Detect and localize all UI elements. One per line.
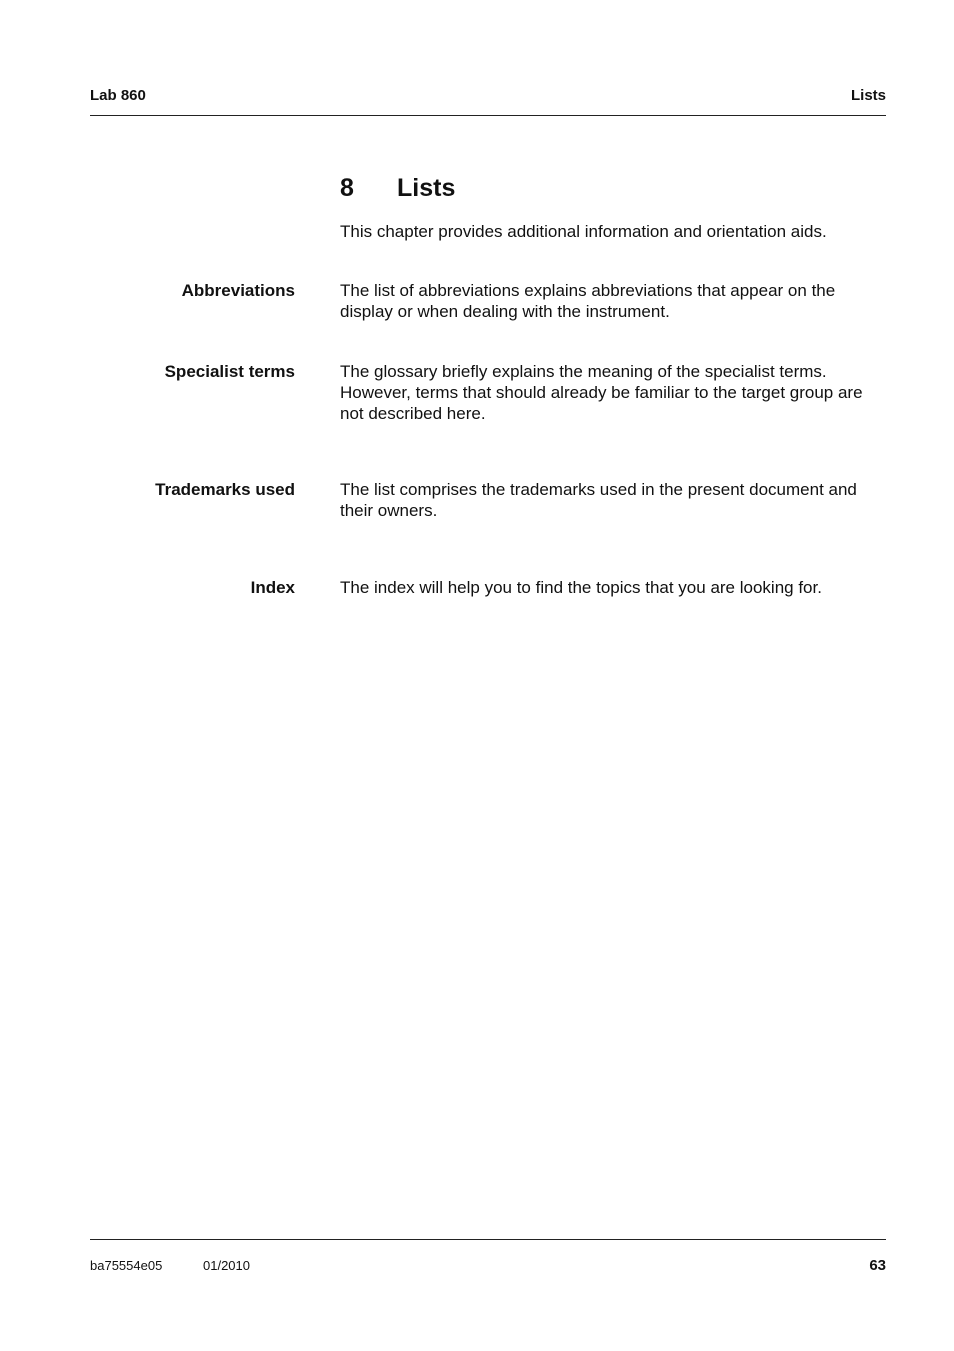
chapter-title: Lists <box>397 174 456 202</box>
header-section-name: Lists <box>850 87 886 104</box>
section-text-index: The index will help you to find the topics that you are looking for. <box>340 578 822 597</box>
section-text-abbreviations: The list of abbreviations explains abbreviations that appear on the display or when dealing with the instrument. <box>340 281 836 321</box>
section-label-abbreviations: Abbreviations <box>181 281 295 300</box>
footer-date: 01/2010 <box>203 1258 250 1273</box>
footer-divider <box>90 1239 886 1240</box>
page-number: 63 <box>869 1257 886 1274</box>
footer-document-id: ba75554e05 <box>90 1258 163 1273</box>
chapter-number: 8 <box>340 174 354 202</box>
chapter-intro: This chapter provides additional information and orientation aids. <box>340 222 827 241</box>
header-product-name: Lab 860 <box>90 87 146 104</box>
section-text-trademarks: The list comprises the trademarks used in the present document and their owners. <box>340 480 857 520</box>
section-label-index: Index <box>250 578 295 597</box>
section-label-specialist-terms: Specialist terms <box>164 362 295 381</box>
page-header <box>90 86 886 116</box>
section-text-specialist-terms: The glossary briefly explains the meaning of the specialist terms. However, terms that should already be familiar to the target group are not described here. <box>340 362 863 423</box>
section-label-trademarks: Trademarks used <box>155 480 295 499</box>
